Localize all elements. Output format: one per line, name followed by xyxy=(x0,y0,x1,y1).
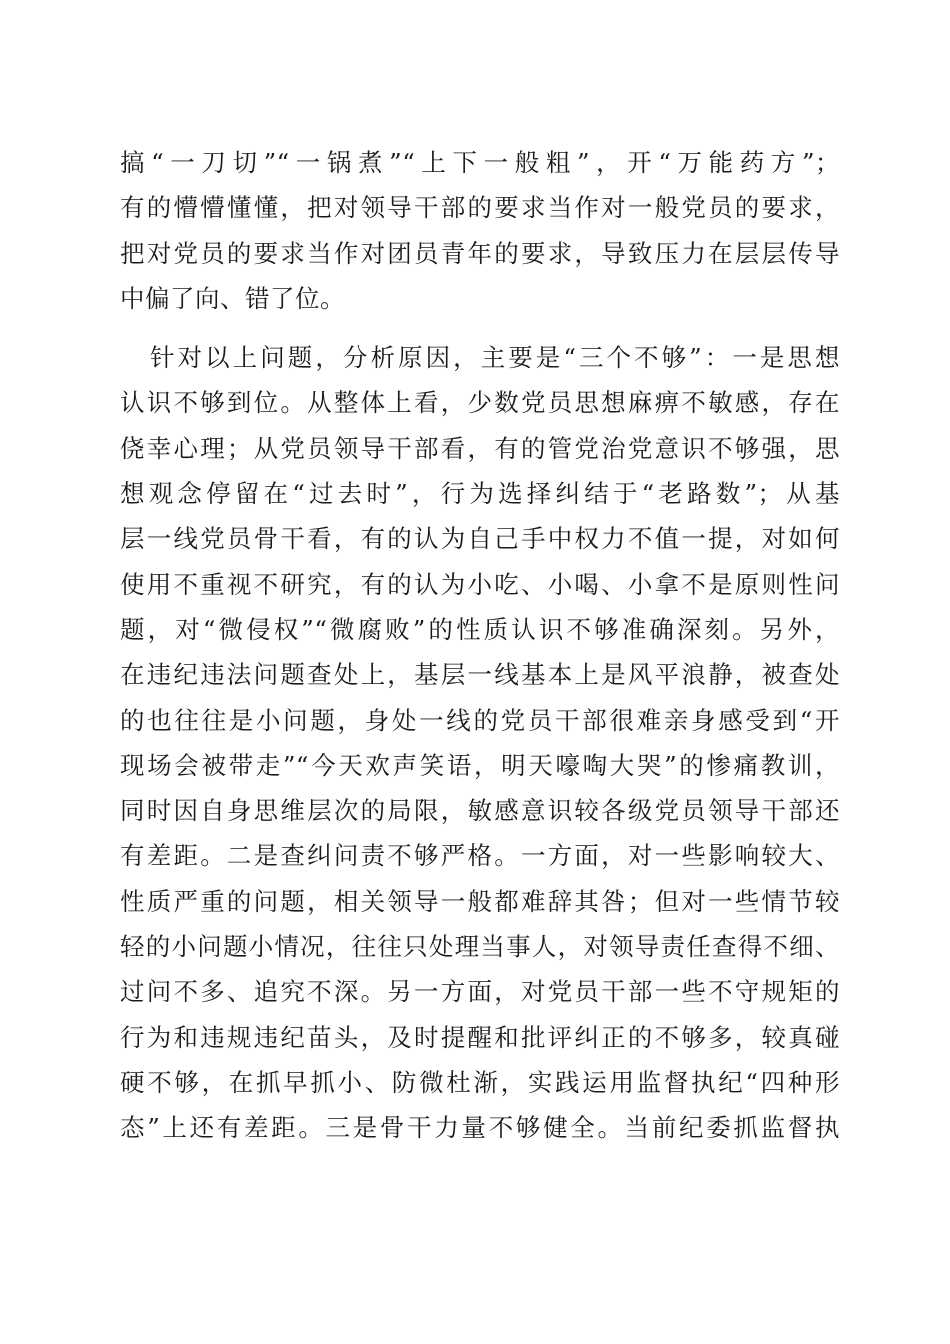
text-line: 题，对“微侵权”“微腐败”的性质认识不够准确深刻。另外， xyxy=(120,614,840,644)
text-line: 轻的小问题小情况，往往只处理当事人，对领导责任查得不细、 xyxy=(120,932,840,962)
text-line: 中偏了向、错了位。 xyxy=(120,283,345,313)
text-line: 现场会被带走”“今天欢声笑语，明天嚎啕大哭”的惨痛教训， xyxy=(120,750,840,780)
text-line: 在违纪违法问题查处上，基层一线基本上是风平浪静，被查处 xyxy=(120,660,840,690)
text-line: 硬不够，在抓早抓小、防微杜渐，实践运用监督执纪“四种形 xyxy=(120,1067,840,1097)
text-line: 针对以上问题，分析原因，主要是“三个不够”：一是思想 xyxy=(150,343,840,373)
text-line: 使用不重视不研究，有的认为小吃、小喝、小拿不是原则性问 xyxy=(120,569,840,599)
body-text xyxy=(120,140,840,1151)
text-line: 层一线党员骨干看，有的认为自己手中权力不值一提，对如何 xyxy=(120,524,840,554)
text-line: 侥幸心理；从党员领导干部看，有的管党治党意识不够强，思 xyxy=(120,433,840,463)
text-line: 态”上还有差距。三是骨干力量不够健全。当前纪委抓监督执 xyxy=(120,1113,840,1143)
text-line: 有差距。二是查纠问责不够严格。一方面，对一些影响较大、 xyxy=(120,841,840,871)
text-line: 搞“一刀切”“一锅煮”“上下一般粗”，开“万能药方”； xyxy=(120,148,840,177)
text-line: 认识不够到位。从整体上看，少数党员思想麻痹不敏感，存在 xyxy=(120,388,840,418)
text-line: 想观念停留在“过去时”，行为选择纠结于“老路数”；从基 xyxy=(120,479,840,509)
text-line: 行为和违规违纪苗头，及时提醒和批评纠正的不够多，较真碰 xyxy=(120,1022,840,1052)
text-line: 的也往往是小问题，身处一线的党员干部很难亲身感受到“开 xyxy=(120,705,840,735)
paragraph-gap xyxy=(120,321,840,335)
text-line: 同时因自身思维层次的局限，敏感意识较各级党员领导干部还 xyxy=(120,796,840,826)
text-line: 性质严重的问题，相关领导一般都难辞其咎；但对一些情节较 xyxy=(120,886,840,916)
paragraph-2 xyxy=(120,335,840,1150)
text-line: 把对党员的要求当作对团员青年的要求，导致压力在层层传导 xyxy=(120,238,840,268)
text-line: 有的懵懵懂懂，把对领导干部的要求当作对一般党员的要求， xyxy=(120,193,840,223)
paragraph-1 xyxy=(120,140,840,321)
text-line: 过问不多、追究不深。另一方面，对党员干部一些不守规矩的 xyxy=(120,977,840,1007)
